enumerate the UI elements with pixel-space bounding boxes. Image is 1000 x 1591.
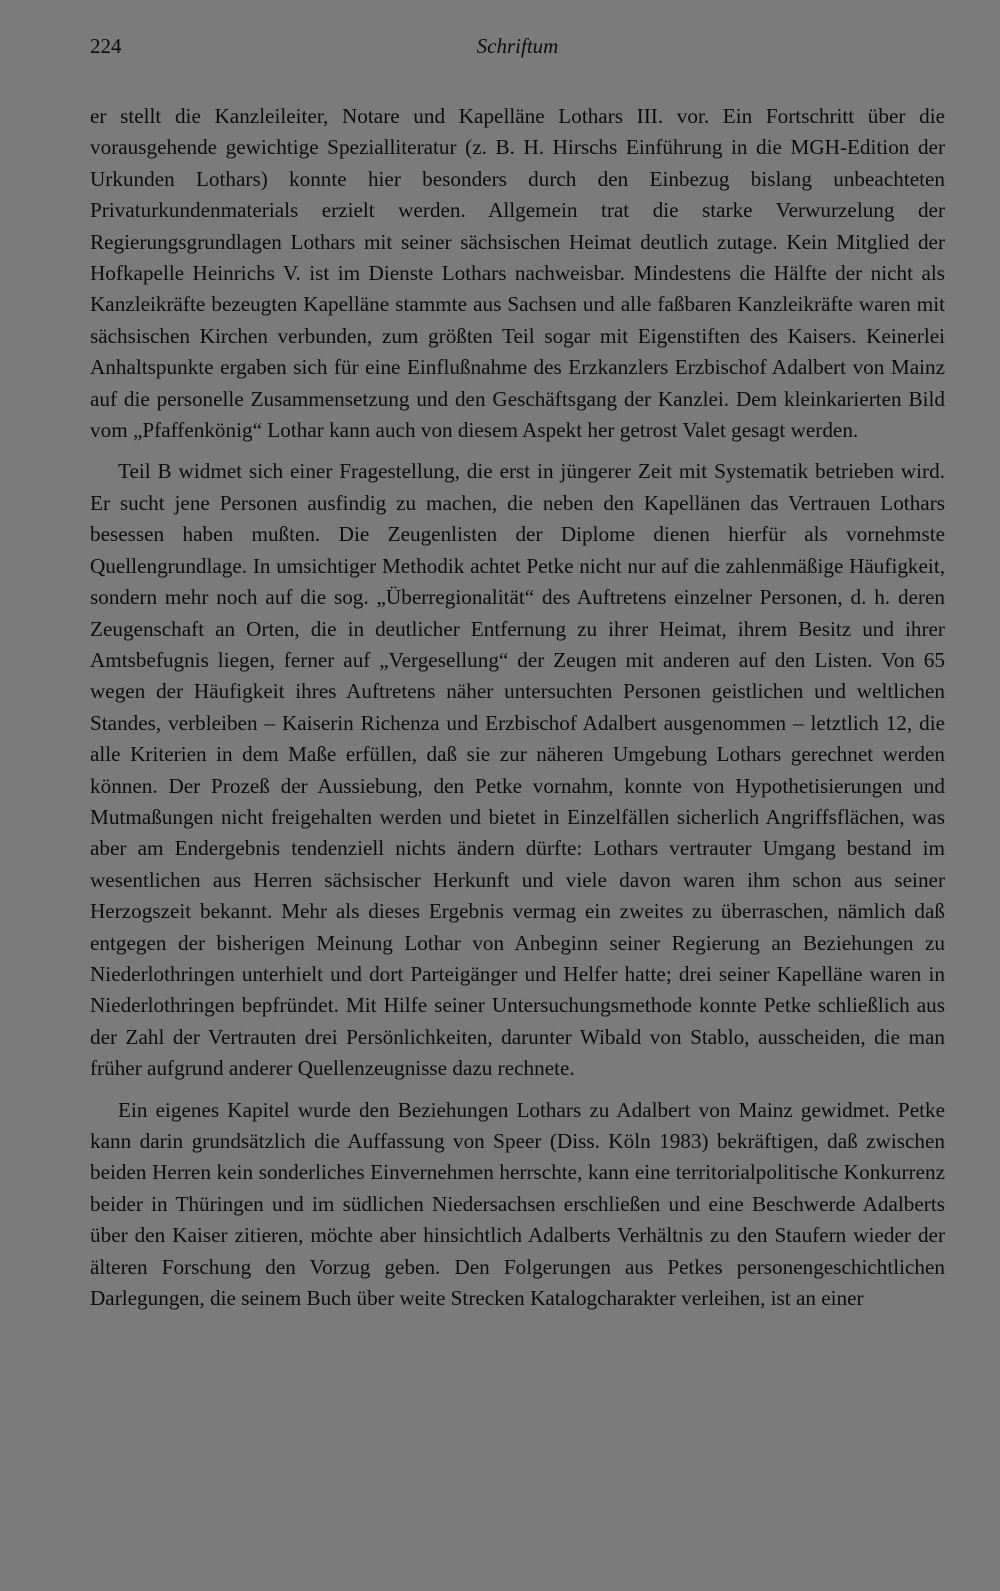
paragraph: er stellt die Kanzleileiter, Notare und Kapelläne Lothars III. vor. Ein Fortschritt über die vorausgehende gewichtige Spezialliteratur (z. B. H. Hirschs Einführung in die MGH-Edition der Urkunden Lothars) konnte hier besonders durch den Einbezug bislang unbeachteten Privaturkundenmaterials erzielt werden. Allgemein trat die starke Verwurzelung der Regierungsgrundlagen Lothars mit seiner sächsischen Heimat deutlich zutage. Kein Mitglied der Hofkapelle Heinrichs V. ist im Dienste Lothars nachweisbar. Mindestens die Hälfte der nicht als Kanzleikräfte bezeugten Kapelläne stammte aus Sachsen und alle faßbaren Kanzleikräfte waren mit sächsischen Kirchen verbunden, zum größten Teil sogar mit Eigenstiften des Kaisers. Keinerlei Anhaltspunkte ergaben sich für eine Einflußnahme des Erzkanzlers Erzbischof Adalbert von Mainz auf die personelle Zusammensetzung und den Geschäftsgang der Kanzlei. Dem kleinkarierten Bild vom „Pfaffenkönig“ Lothar kann auch von diesem Aspekt her getrost Valet gesagt werden. [90, 104, 945, 443]
page-number: 224 [90, 34, 122, 58]
paragraph: Teil B widmet sich einer Fragestellung, die erst in jüngerer Zeit mit Systematik betrieben wird. Er sucht jene Personen ausfindig zu machen, die neben den Kapellänen das Vertrauen Lothars besessen haben mußten. Die Zeugenlisten der Diplome dienen hierfür als vornehmste Quellengrundlage. In umsichtiger Methodik achtet Petke nicht nur auf die zahlenmäßige Häufigkeit, sondern mehr noch auf die sog. „Überregionalität“ des Auftretens einzelner Personen, d. h. deren Zeugenschaft an Orten, die in deutlicher Entfernung zu ihrer Heimat, ihrem Besitz und ihrer Amtsbefugnis liegen, ferner auf „Vergesellung“ der Zeugen mit anderen auf den Listen. Von 65 wegen der Häufigkeit ihres Auftretens näher untersuchten Personen geistlichen und weltlichen Standes, verbleiben – Kaiserin Richenza und Erzbischof Adalbert ausgenommen – letztlich 12, die alle Kriterien in dem Maße erfüllen, daß sie zur näheren Umgebung Lothars gerechnet werden können. Der Prozeß der Aussiebung, den Petke vornahm, konnte von Hypothetisierungen und Mutmaßungen nicht freigehalten werden und bietet in Einzelfällen sicherlich Angriffsflächen, was aber am Endergebnis tendenziell nichts ändern dürfte: Lothars vertrauter Umgang bestand im wesentlichen aus Herren sächsischer Herkunft und viele davon waren ihm schon aus seiner Herzogszeit bekannt. Mehr als dieses Ergebnis vermag ein zweites zu überraschen, nämlich daß entgegen der bisherigen Meinung Lothar von Anbeginn seiner Regierung an Beziehungen zu Niederlothringen unterhielt und dort Parteigänger und Helfer hatte; drei seiner Kapelläne waren in Niederlothringen bepfründet. Mit Hilfe seiner Untersuchungsmethode konnte Petke schließlich aus der Zahl der Vertrauten drei Persönlichkeiten, darunter Wibald von Stablo, ausscheiden, die man früher aufgrund anderer Quellenzeugnisse dazu rechnete. [90, 459, 945, 1081]
paragraph: Ein eigenes Kapitel wurde den Beziehungen Lothars zu Adalbert von Mainz gewidmet. Petke kann darin grundsätzlich die Auffassung von Speer (Diss. Köln 1983) bekräftigen, daß zwischen beiden Herren kein sonderliches Einvernehmen herrschte, kann eine territorialpolitische Konkurrenz beider in Thüringen und im südlichen Niedersachsen erschließen und eine Beschwerde Adalberts über den Kaiser zitieren, möchte aber hinsichtlich Adalberts Verhältnis zu den Staufern wieder der älteren Forschung den Vorzug geben. Den Folgerungen aus Petkes personengeschichtlichen Darlegungen, die seinem Buch über weite Strecken Katalogcharakter verleihen, ist an einer [90, 1097, 945, 1311]
running-title: Schriftum [476, 34, 559, 58]
body-text [90, 101, 945, 1314]
page-header [90, 34, 945, 64]
